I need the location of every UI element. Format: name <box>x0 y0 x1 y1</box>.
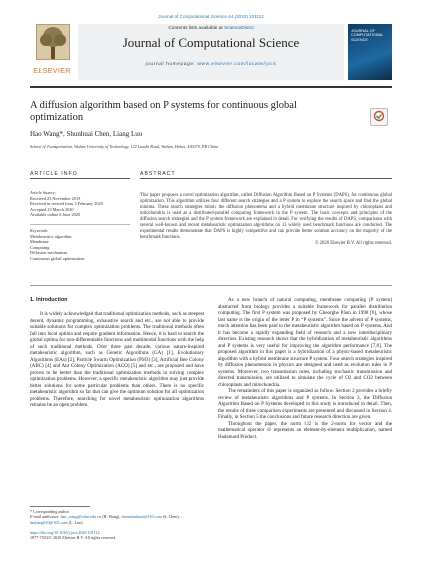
history-item: Available online 6 June 2020 <box>30 212 81 218</box>
keywords <box>30 228 134 262</box>
history-item: Received 23 November 2019 <box>30 195 81 201</box>
history-item: Accepted 23 March 2020 <box>30 206 74 212</box>
email-link[interactable]: chenshunhuai@163.com <box>121 514 162 520</box>
authors: Hao Wang*, Shunhuai Chen, Liang Luo <box>30 130 143 138</box>
history-item: Received in revised form 3 February 2020 <box>30 201 103 207</box>
info-divider <box>30 224 130 225</box>
journal-cover <box>348 24 392 80</box>
keyword-item: Continuous global optimization <box>30 255 85 261</box>
check-updates-button[interactable] <box>370 108 388 126</box>
intro-paragraph: It is widely acknowledged that traditional optimization methods, such as steepest decent, dynamic programming, exhaustive search and etc., are not able to provide suitable solutions for complex optimization problems. The traditional methods often fall into local optima and require gradient information. Hence, it is hard to search the global optima for non-differentiable functions and multimodal functions with the help of such traditional methods. Over three past decade, various nature-inspired metaheuristic algorithm, such as Genetic Algorithms (GA) [1], Evolutionary Algorithms (EAs) [2], Particle Swarm Optimization (PSO) [3], Artificial Bee Colony (ABC) [4] and Ant Colony Optimization (ACO) [5] and etc., are proposed and have proven to be better than the traditional optimization methods in solving complex optimization problems. However, a specific metaheuristic algorithm may just provide better solutions for some particular problems than others. There is no specific metaheuristic algorithm so far that can give the optimum solution for all optimization problems. Therefore, searching for novel metaheuristic optimization algorithms remains be an open problem. <box>30 311 204 408</box>
journal-banner <box>78 24 344 80</box>
elsevier-logo <box>30 22 74 80</box>
check-updates-icon <box>371 109 387 125</box>
sciencedirect-link[interactable]: ScienceDirect <box>224 26 254 31</box>
intro-right-column <box>218 297 392 440</box>
keywords-label: Keywords: <box>30 228 49 233</box>
affiliation: School of Transportation, Wuhan University of Technology, 122 Luoshi Road, Wuhan, Hubei, 430070, PR China <box>30 144 219 149</box>
abstract-text: This paper proposes a novel optimization algorithm, called Diffusion Algorithm Based on P Systems (DAPS), for continuous global optimization. This algorithm utilizes four different search strategies and a P system to explore the search space and find the global minima. These search strategies mimic the diffusion phenomena and a hybrid membrane structure inspired by chloroplasts and mitochondria is used as a distributed-parallel computing framework in the P system. The basic concepts and principles of the diffusion search strategies and the P system framework are explained in detail. For verifying the results of DAPS, comparisons with several well-known and recent metaheuristic optimization algorithms on 13 widely used benchmark functions are conducted. The experimental results demonstrate that DAPS is highly competitive and can provide better solution accuracy on the majority of the benchmark functions. © 2020 Elsevier B.V. All rights reserved. <box>140 193 392 247</box>
keyword-item: Membrane <box>30 239 49 245</box>
journal-homepage: journal homepage: www.elsevier.com/locate/jocs <box>145 62 277 67</box>
journal-reference[interactable]: Journal of Computational Science 44 (2020) 101112 <box>158 14 264 19</box>
article-title: A diffusion algorithm based on P systems for continuous global optimization <box>30 100 297 123</box>
article-info-heading: ARTICLE INFO <box>30 171 78 177</box>
info-rule <box>30 178 130 179</box>
article-history <box>30 190 134 218</box>
email-link[interactable]: luoliang610@163.com <box>30 519 68 525</box>
corresponding-author: * Corresponding author. <box>30 509 70 514</box>
publisher-name: ELSEVIER <box>33 66 71 75</box>
contents-line: Contents lists available at ScienceDirect <box>168 26 254 31</box>
keyword-item: Diffusion mechanism <box>30 250 68 256</box>
intro-paragraph: Throughout the paper, the norm ‖.‖2 is the 2-norm for vector and the mathematical operator ⊙ represents an element-by-element multiplication, named Hadamard Product. <box>218 420 392 440</box>
header-divider <box>30 86 392 88</box>
history-label: Article history: <box>30 190 57 195</box>
abstract-rule <box>140 178 392 179</box>
email-line: E-mail addresses: hao_wang@whut.edu.cn (H. Wang), chenshunhuai@163.com (S. Chen), luoliang610@163.com (L. Luo). <box>30 514 180 525</box>
abstract-heading: ABSTRACT <box>140 171 176 177</box>
abstract-copyright: © 2020 Elsevier B.V. All rights reserved. <box>314 241 392 247</box>
email-link[interactable]: hao_wang@whut.edu.cn <box>60 514 102 520</box>
abstract-bottom-rule <box>30 285 392 286</box>
issn-line: 1877-7503/© 2020 Elsevier B.V. All rights reserved. <box>30 535 117 541</box>
intro-paragraph: As a new branch of natural computing, membrane computing (P system) abstracted from biology provides a suitable framework for parallel distribution computing. The first P system was proposed by Gheorghe Păun in 1998 [6], whose last name is the origin of the letter P in “P systems”. Since the advent of P systems, much attention has been paid to the metaheuristic algorithm based on P systems. And it has become a rapidly expanding field of research and a new interdisciplinary direction. Existing research shows that the hybridization of metaheuristic algorithms and P systems is very useful for improving the algorithm performance [7,8]. The proposed algorithm in this paper is a hybridization of a physic-based metaheuristic algorithm with a hybrid membrane structure P system. Four search strategies inspired by diffusion phenomenon in physics are designed and used as evolution rules in P systems. Moreover, two transmission rules, including stochastic transmission and directed transmission, are utilized to simulate the cycle of O2 and CO2 between chloroplasts and mitochondria. <box>218 297 392 388</box>
doi-link[interactable]: https://doi.org/10.1016/j.jocs.2020.101112 <box>30 530 100 535</box>
keyword-item: Metaheuristic algorithm <box>30 233 72 239</box>
elsevier-tree-icon <box>36 24 70 60</box>
journal-title: Journal of Computational Science <box>122 35 300 50</box>
footnote-rule <box>30 506 90 507</box>
homepage-link[interactable]: www.elsevier.com/locate/jocs <box>197 62 277 67</box>
intro-paragraph: The remainders of this paper is organized as follow. Section 2 provides a briefly review of metaheuristic algorithms and P systems. In Section 3, the Diffusion Algorithm Based on P Systems developed in this study is introduced in detail. Then, the results of three comparison experiments are presented and discussed in Section 4. Finally, in Section 5 the conclusions and future research direction are given. <box>218 388 392 420</box>
footnote <box>30 509 210 525</box>
doi-block <box>30 530 230 541</box>
intro-heading: 1. Introduction <box>30 297 68 303</box>
cover-title: JOURNAL OF COMPUTATIONAL SCIENCE <box>351 29 383 42</box>
keyword-item: Computing <box>30 244 50 250</box>
